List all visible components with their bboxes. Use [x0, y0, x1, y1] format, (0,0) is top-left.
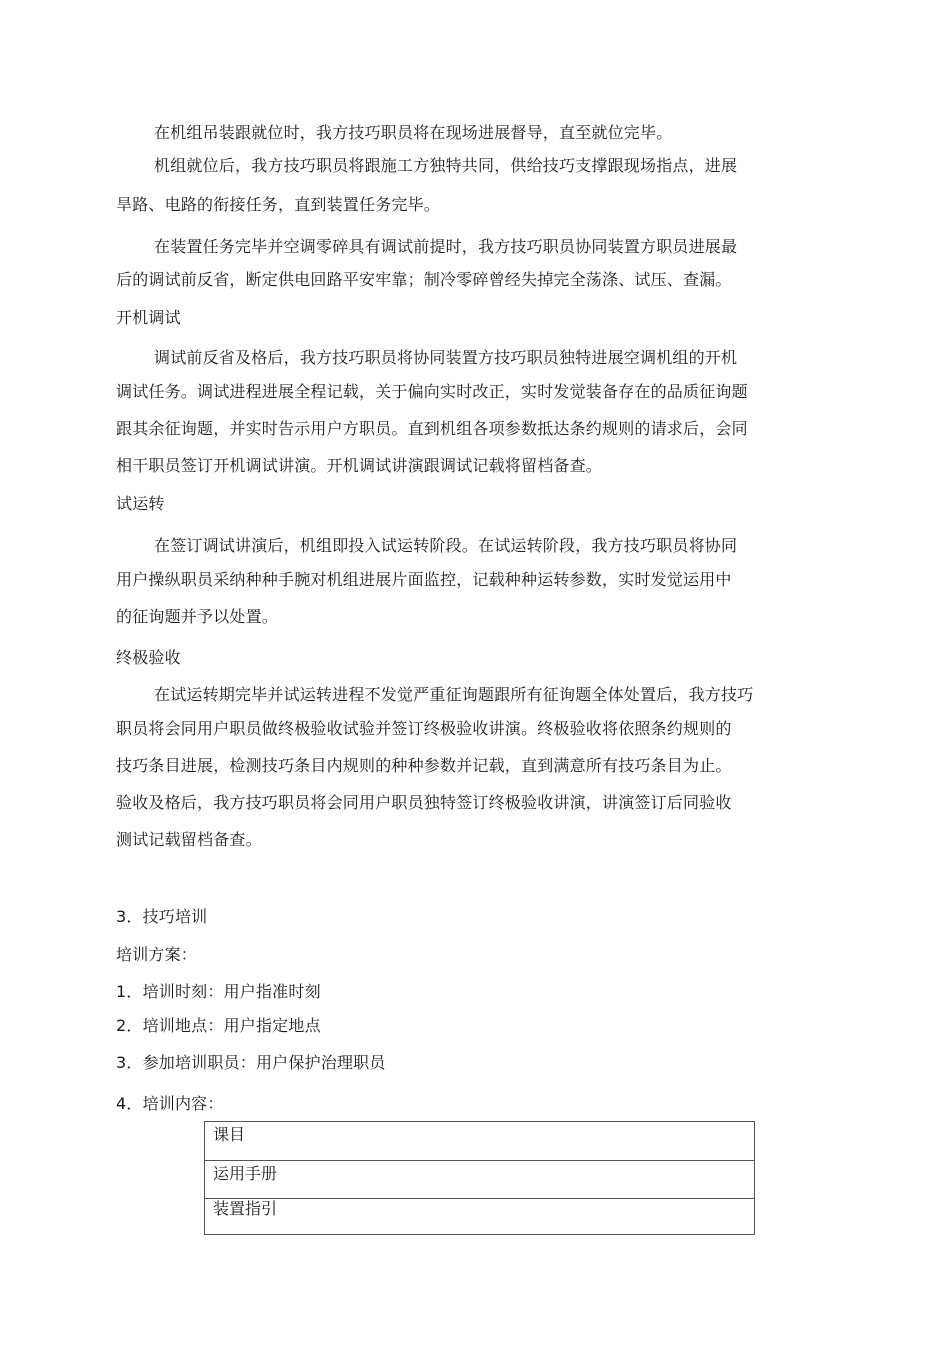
table-row: [205, 1161, 754, 1199]
table-cell: 运用手册: [213, 1164, 278, 1183]
table-row: [205, 1122, 754, 1161]
training-item-participants: 3．参加培训职员：用户保护治理职员: [116, 1053, 386, 1072]
section-heading: 试运转: [116, 494, 165, 513]
paragraph-line: 调试前反省及格后，我方技巧职员将协同装置方技巧职员独特进展空调机组的开机: [154, 348, 738, 367]
paragraph-line: 职员将会同用户职员做终极验收试验并签订终极验收讲演。终极验收将依照条约规则的: [116, 719, 732, 738]
paragraph-line: 调试任务。调试进程进展全程记载，关于偏向实时改正，实时发觉装备存在的品质征询题: [116, 382, 748, 401]
paragraph-line: 跟其余征询题，并实时告示用户方职员。直到机组各项参数抵达条约规则的请求后，会同: [116, 419, 748, 438]
paragraph-line: 技巧条目进展，检测技巧条目内规则的种种参数并记载，直到满意所有技巧条目为止。: [116, 756, 732, 775]
paragraph-line: 后的调试前反省，断定供电回路平安牢靠；制冷零碎曾经失掉完全荡涤、试压、查漏。: [116, 270, 732, 289]
paragraph-line: 用户操纵职员采纳种种手腕对机组进展片面监控，记载种种运转参数，实时发觉运用中: [116, 570, 732, 589]
paragraph-line: 的征询题并予以处置。: [116, 607, 279, 626]
training-item-time: 1．培训时刻：用户指准时刻: [116, 982, 321, 1001]
table-cell: 课目: [213, 1125, 246, 1144]
section-heading: 开机调试: [116, 308, 181, 327]
paragraph-line: 在试运转期完毕并试运转进程不发觉严重征询题跟所有征询题全体处置后，我方技巧: [154, 685, 754, 704]
training-item-location: 2．培训地点：用户指定地点: [116, 1016, 321, 1035]
paragraph-line: 在签订调试讲演后，机组即投入试运转阶段。在试运转阶段，我方技巧职员将协同: [154, 536, 738, 555]
paragraph-line: 相干职员签订开机调试讲演。开机调试讲演跟调试记载将留档备查。: [116, 456, 603, 475]
training-content-table: [204, 1121, 755, 1235]
table-row: [205, 1199, 754, 1235]
paragraph-line: 验收及格后，我方技巧职员将会同用户职员独特签订终极验收讲演，讲演签订后同验收: [116, 793, 732, 812]
paragraph-line: 在机组吊装跟就位时，我方技巧职员将在现场进展督导，直至就位完毕。: [154, 123, 673, 142]
paragraph-line: 在装置任务完毕并空调零碎具有调试前提时，我方技巧职员协同装置方职员进展最: [154, 237, 738, 256]
section-heading: 终极验收: [116, 648, 181, 667]
paragraph-line: 机组就位后，我方技巧职员将跟施工方独特共同，供给技巧支撑跟现场指点，进展: [154, 156, 738, 175]
paragraph-line: 旱路、电路的衔接任务，直到装置任务完毕。: [116, 195, 441, 214]
training-heading: 3．技巧培训: [116, 907, 208, 926]
table-cell: 装置指引: [213, 1199, 278, 1218]
training-plan-label: 培训方案：: [116, 945, 198, 964]
training-item-content: 4．培训内容：: [116, 1094, 224, 1113]
paragraph-line: 测试记载留档备查。: [116, 830, 262, 849]
